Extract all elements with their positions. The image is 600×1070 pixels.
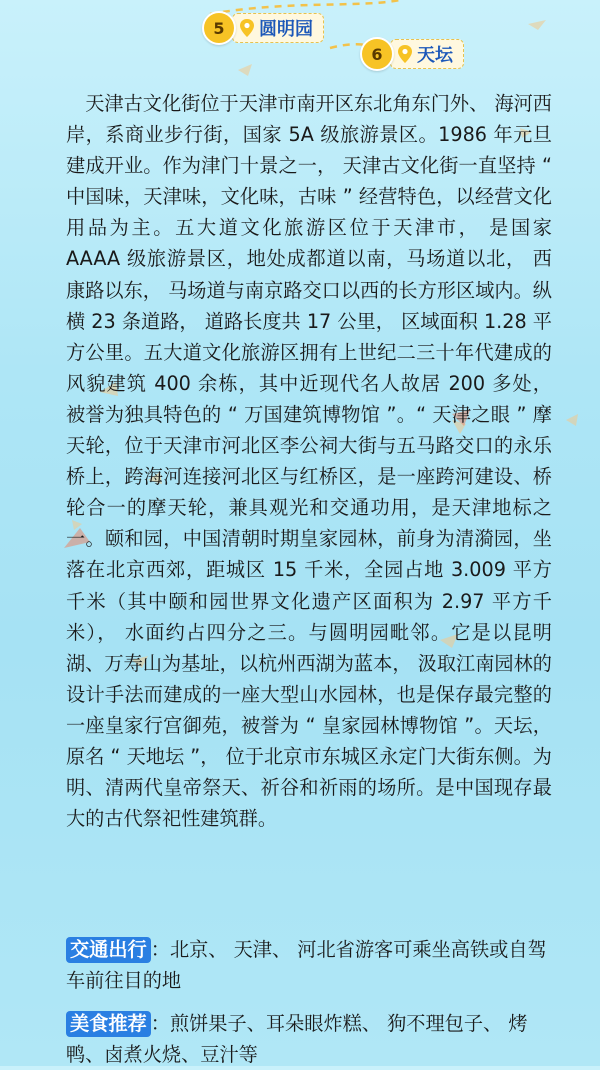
food-info (66, 1008, 556, 1070)
transport-tag: 交通出行 (66, 937, 151, 963)
stop-number-badge: 5 (202, 11, 236, 45)
attractions-description: 天津古文化街位于天津市南开区东北角东门外、 海河西岸，系商业步行街，国家 5A 级旅游景区。1986 年元旦建成开业。作为津门十景之一， 天津古文化街一直坚持 “ 中国味，天津味，文化味，古味 ” 经营特色，以经营文化用品为主。五大道文化旅游区位于天津市， 是国家 AAAA 级旅游景区，地处成都道以南，马场道以北， 西康路以东， 马场道与南京路交口以西的长方形区域内。纵横 23 条道路， 道路长度共 17 公里， 区域面积 1.28 平方公里。五大道文化旅游区拥有上世纪二三十年代建成的风貌建筑 400 余栋，其中近现代名人故居 200 多处， 被誉为独具特色的 “ 万国建筑博物馆 ”。“ 天津之眼 ” 摩天轮，位于天津市河北区李公祠大街与五马路交口的永乐桥上，跨海河连接河北区与红桥区，是一座跨河建设、桥轮合一的摩天轮，兼具观光和交通功用，是天津地标之一。颐和园，中国清朝时期皇家园林，前身为清漪园，坐落在北京西郊，距城区 15 千米，全园占地 3.009 平方千米（其中颐和园世界文化遗产区面积为 2.97 平方千米）， 水面约占四分之三。与圆明园毗邻。它是以昆明湖、万寿山为基址，以杭州西湖为蓝本， 汲取江南园林的设计手法而建成的一座大型山水园林，也是保存最完整的一座皇家行宫御苑，被誉为 “ 皇家园林博物馆 ”。天坛， 原名 “ 天地坛 ”， 位于北京市东城区永定门大街东侧。为明、清两代皇帝祭天、祈谷和祈雨的场所。是中国现存最大的古代祭祀性建筑群。 (66, 92, 552, 831)
stop-name: 天坛 (417, 45, 453, 66)
stop-number-badge: 6 (360, 37, 394, 71)
stop-name-pill (390, 39, 464, 69)
transport-info (66, 934, 556, 996)
food-text: 煎饼果子、耳朵眼炸糕、 狗不理包子、 烤鸭、卤煮火烧、豆汁等 (66, 1012, 528, 1066)
stop-name: 圆明园 (259, 19, 313, 40)
route-stop-6[interactable] (360, 40, 464, 68)
transport-text: 北京、 天津、 河北省游客可乘坐高铁或自驾车前往目的地 (66, 938, 547, 992)
stop-name-pill (232, 13, 324, 43)
food-tag: 美食推荐 (66, 1011, 151, 1037)
location-pin-icon (397, 44, 413, 64)
route-stop-5[interactable] (202, 14, 324, 42)
transport-colon: ： (150, 938, 170, 961)
location-pin-icon (239, 18, 255, 38)
food-colon: ： (150, 1012, 170, 1035)
